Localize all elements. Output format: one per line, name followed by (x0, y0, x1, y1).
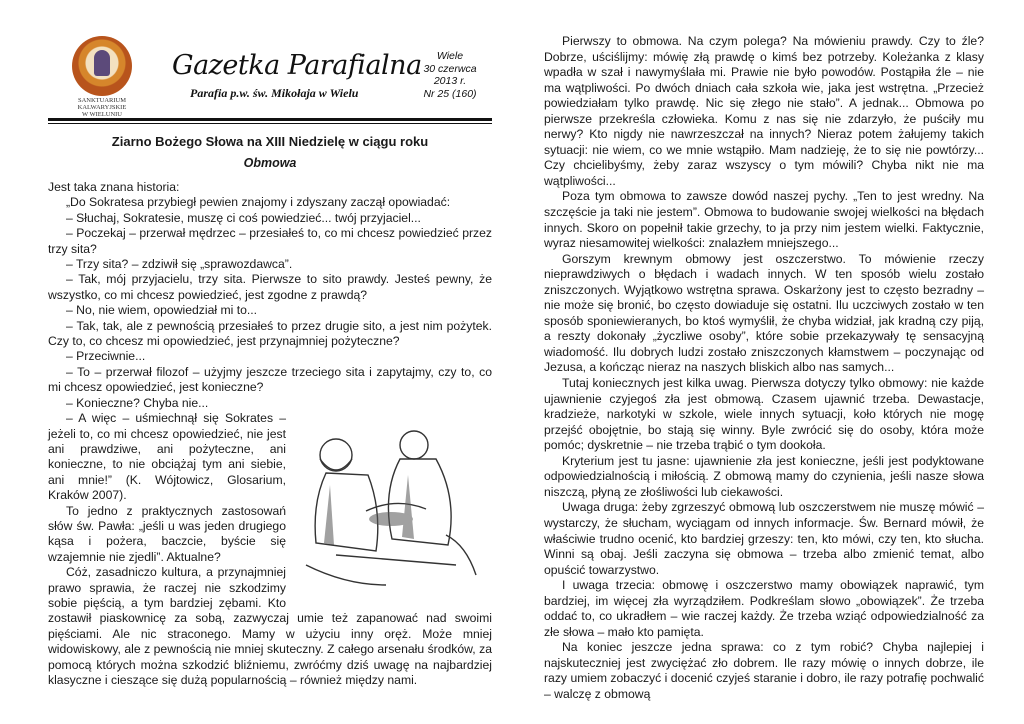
paragraph: Jest taka znana historia: (48, 180, 180, 194)
paragraph: Na koniec jeszcze jedna sprawa: co z tym robić? Chyba najlepiej i najskuteczniej jest zwyciężać zło dobrem. Ile razy mówię o innych dobrze, ile razy umiem zobaczyć i docenić czyjeś staranie i dobro, ile razy potrafię pochwalić – walczę z obmową (544, 640, 984, 701)
paragraph: Tutaj koniecznych jest kilka uwag. Pierwsza dotyczy tylko obmowy: nie każde ujawnienie czyjegoś zła jest obmową. Czasem ujawnić trzeba. Dewastacje, kradzieże, narkotyki w szkole, wiele innych sytuacji, koło których nie mogę przejść obojętnie, bo stają się winny. Byle zwrócić się do osoby, która może pomóc; dyskretnie – nie trzeba trąbić o tym dookoła. (544, 376, 984, 453)
paragraph: To jedno z praktycznych zastosowań słów św. Pawła: „jeśli u was jeden drugiego kąsa i pożera, baczcie, byście się wzajemnie nie zjedli”. Aktualne? (48, 503, 286, 564)
parish-seal-icon (72, 36, 132, 96)
paragraph: Gorszym krewnym obmowy jest oszczerstwo. To mówienie rzeczy nieprawdziwych o błędach i wadach innych. W ten sposób wielu zostało zniszczonych. Wyjątkowo wstrętna sprawa. Oskarżony jest to często bezradny – nie może się bronić, bo często dowiaduje się ostatni. Ilu uczciwych zostało w ten sposób sponiewieranych, bo ktoś wymyślił, że chyba widział, jak kradną czy piją, a reszty dokonały „życzliwe osoby”, które sobie przekazywały tę sensacyjną wiadomość. Ilu dobrych ludzi zostało zniszczonych kłamstwem – poczynając od Jezusa, a kończąc nieraz na naszych bliskich albo nas samych... (544, 251, 984, 375)
paragraph: „Do Sokratesa przybiegł pewien znajomy i zdyszany zaczął opowiadać: (66, 195, 451, 210)
paragraph: Kryterium jest tu jasne: ujawnienie zła jest konieczne, jeśli jest podyktowane odpowiedzialnością i miłością. Z obmową mamy do czynienia, jeśli nasze słowa niszczą, płyną ze złośliwości lub ciekawości. (544, 453, 984, 499)
paragraph: – A więc – uśmiechnął się Sokrates – jeżeli to, co mi chcesz opowiedzieć, nie jest ani prawdziwe, ani pożyteczne, ani konieczne, to nie obciążaj tym ani siebie, ani mnie!” (K. Wójtowicz, Glosarium, Kraków 2007). (48, 411, 286, 503)
paragraph: – Konieczne? Chyba nie... (66, 395, 209, 410)
issue-year: 2013 r. (433, 75, 467, 87)
parish-logo (68, 36, 136, 122)
right-article-text (544, 34, 984, 703)
logo-caption: SANKTUARIUM KALWARYJSKIE W WIELUNIU (77, 97, 127, 118)
paragraph: Pierwszy to obmowa. Na czym polega? Na mówieniu prawdy. Czy to źle? Dobrze, uściślijmy: mówię złą prawdę o kimś bez potrzeby. Koleżanka z klasy wpadła w szał i nawymyślała mi. Prawie nie było powodów. Postąpiła źle – nie ma wątpliwości. Po dwóch dniach cała szkoła wie, jaka jest wstrętna. „Przecież powiedziałam tylko prawdę. Nic się złego nie stało”. A jednak... Obmowa po pierwsze przekreśla człowieka. Komu z nas się nie zdarzyło, że puściły mu nerwy? Kto nigdy nie nawrzeszczał na innych? Nieraz potem żałujemy takich sytuacji: nie wiem, co we mnie wstąpiło. Mam nadzieję, że to się nie powtórzy... Czy chcielibyśmy, żeby zaraz wszyscy o tym mówili? Chyba nikt nie ma wątpliwości... (544, 34, 984, 188)
article-title: Ziarno Bożego Słowa na XIII Niedzielę w ciągu roku (111, 134, 429, 149)
paragraph: – Tak, tak, ale z pewnością przesiałeś to przez drugie sito, a jest nim pożytek. Czy to, co chcesz mi opowiedzieć, jest przynajmniej pożyteczne? (48, 318, 492, 349)
left-article-text (48, 180, 492, 688)
paragraph: – Tak, mój przyjacielu, trzy sita. Pierwsze to sito prawdy. Jesteś pewny, że wszystko, co mi chcesz powiedzieć, jest zgodne z prawdą? (48, 272, 492, 302)
paragraph: Cóż, zasadniczo kultura, a przynajmniej prawo sprawia, że raczej nie szkodzimy sobie pięścią, a tym bardziej zębami. Kto zostawił piaskownicę za sobą, zazwyczaj umie też zapanować nad swoimi pięściami. Ale nic straconego. Mamy w użyciu inny oręż. Może mniej widowiskowy, ale z pewnością nie mniej skuteczny. Z całego arsenału środków, za pomocą których można szkodzić bliźniemu, zwróćmy dziś uwagę na najbardziej klasyczne i cieszące się dużą popularnością – również między nami. (48, 565, 492, 687)
paragraph: I uwaga trzecia: obmowę i oszczerstwo mamy obowiązek naprawić, tym bardziej, im więcej zła wyrządziłem. Podkreślam słowo „obowiązek”. Że trzeba oddać to, co ukradłem – wie raczej każdy. Że trzeba wziąć odpowiedzialność za złe słowa – mało kto pamięta. (544, 578, 984, 639)
issue-info (418, 50, 482, 100)
right-column (544, 34, 984, 703)
socrates-engraving-icon (296, 415, 492, 593)
paragraph: – Słuchaj, Sokratesie, muszę ci coś powiedzieć... twój przyjaciel... (66, 210, 421, 225)
paragraph: – Trzy sita? – zdziwił się „sprawozdawca”. (66, 257, 293, 272)
left-column (48, 34, 492, 688)
article-subtitle: Obmowa (243, 156, 297, 170)
masthead-rule-thin (48, 123, 492, 124)
socrates-illustration (296, 415, 492, 593)
paragraph: – Przeciwnie... (66, 349, 146, 364)
paragraph: Uwaga druga: żeby zgrzeszyć obmową lub oszczerstwem nie muszę mówić – wystarczy, że słucham, wyciągam od innych informacje. Św. Bernard mówił, że właściwie trudno ocenić, kto bardziej grzeszy: ten, kto mówi, czy ten, kto słucha. Winni są obaj. Jeśli zaczyna się obmowa – trzeba albo zmienić temat, albo opuścić towarzystwo. (544, 500, 984, 577)
paragraph: Poza tym obmowa to zawsze dowód naszej pychy. „Ten to jest wredny. Na szczęście ja taki nie jestem”. Obmowa to budowanie swojej wielkości na błędach innych. Skoro on popełnił takie grzechy, to ja przy nim jestem wielki. Faktycznie, wyraz niesamowitej wielkości: znalazłem mniejszego... (544, 189, 984, 251)
issue-date: 30 czerwca (423, 62, 477, 75)
issue-place: Wiele (436, 50, 464, 62)
issue-number: Nr 25 (160) (423, 87, 477, 100)
newsletter-subtitle: Parafia p.w. św. Mikołaja w Wielu (190, 86, 359, 100)
paragraph: – To – przerwał filozof – użyjmy jeszcze trzeciego sita i zapytajmy, czy to, co mi chcesz opowiedzieć, jest konieczne? (48, 364, 492, 395)
paragraph: – No, nie wiem, opowiedział mi to... (66, 303, 258, 318)
paragraph: – Poczekaj – przerwał mędrzec – przesiałeś to, co mi chcesz powiedzieć przez trzy sita? (48, 226, 492, 256)
masthead (48, 34, 492, 124)
newsletter-title: Gazetka Parafialna (172, 50, 422, 81)
masthead-rule (48, 118, 492, 121)
